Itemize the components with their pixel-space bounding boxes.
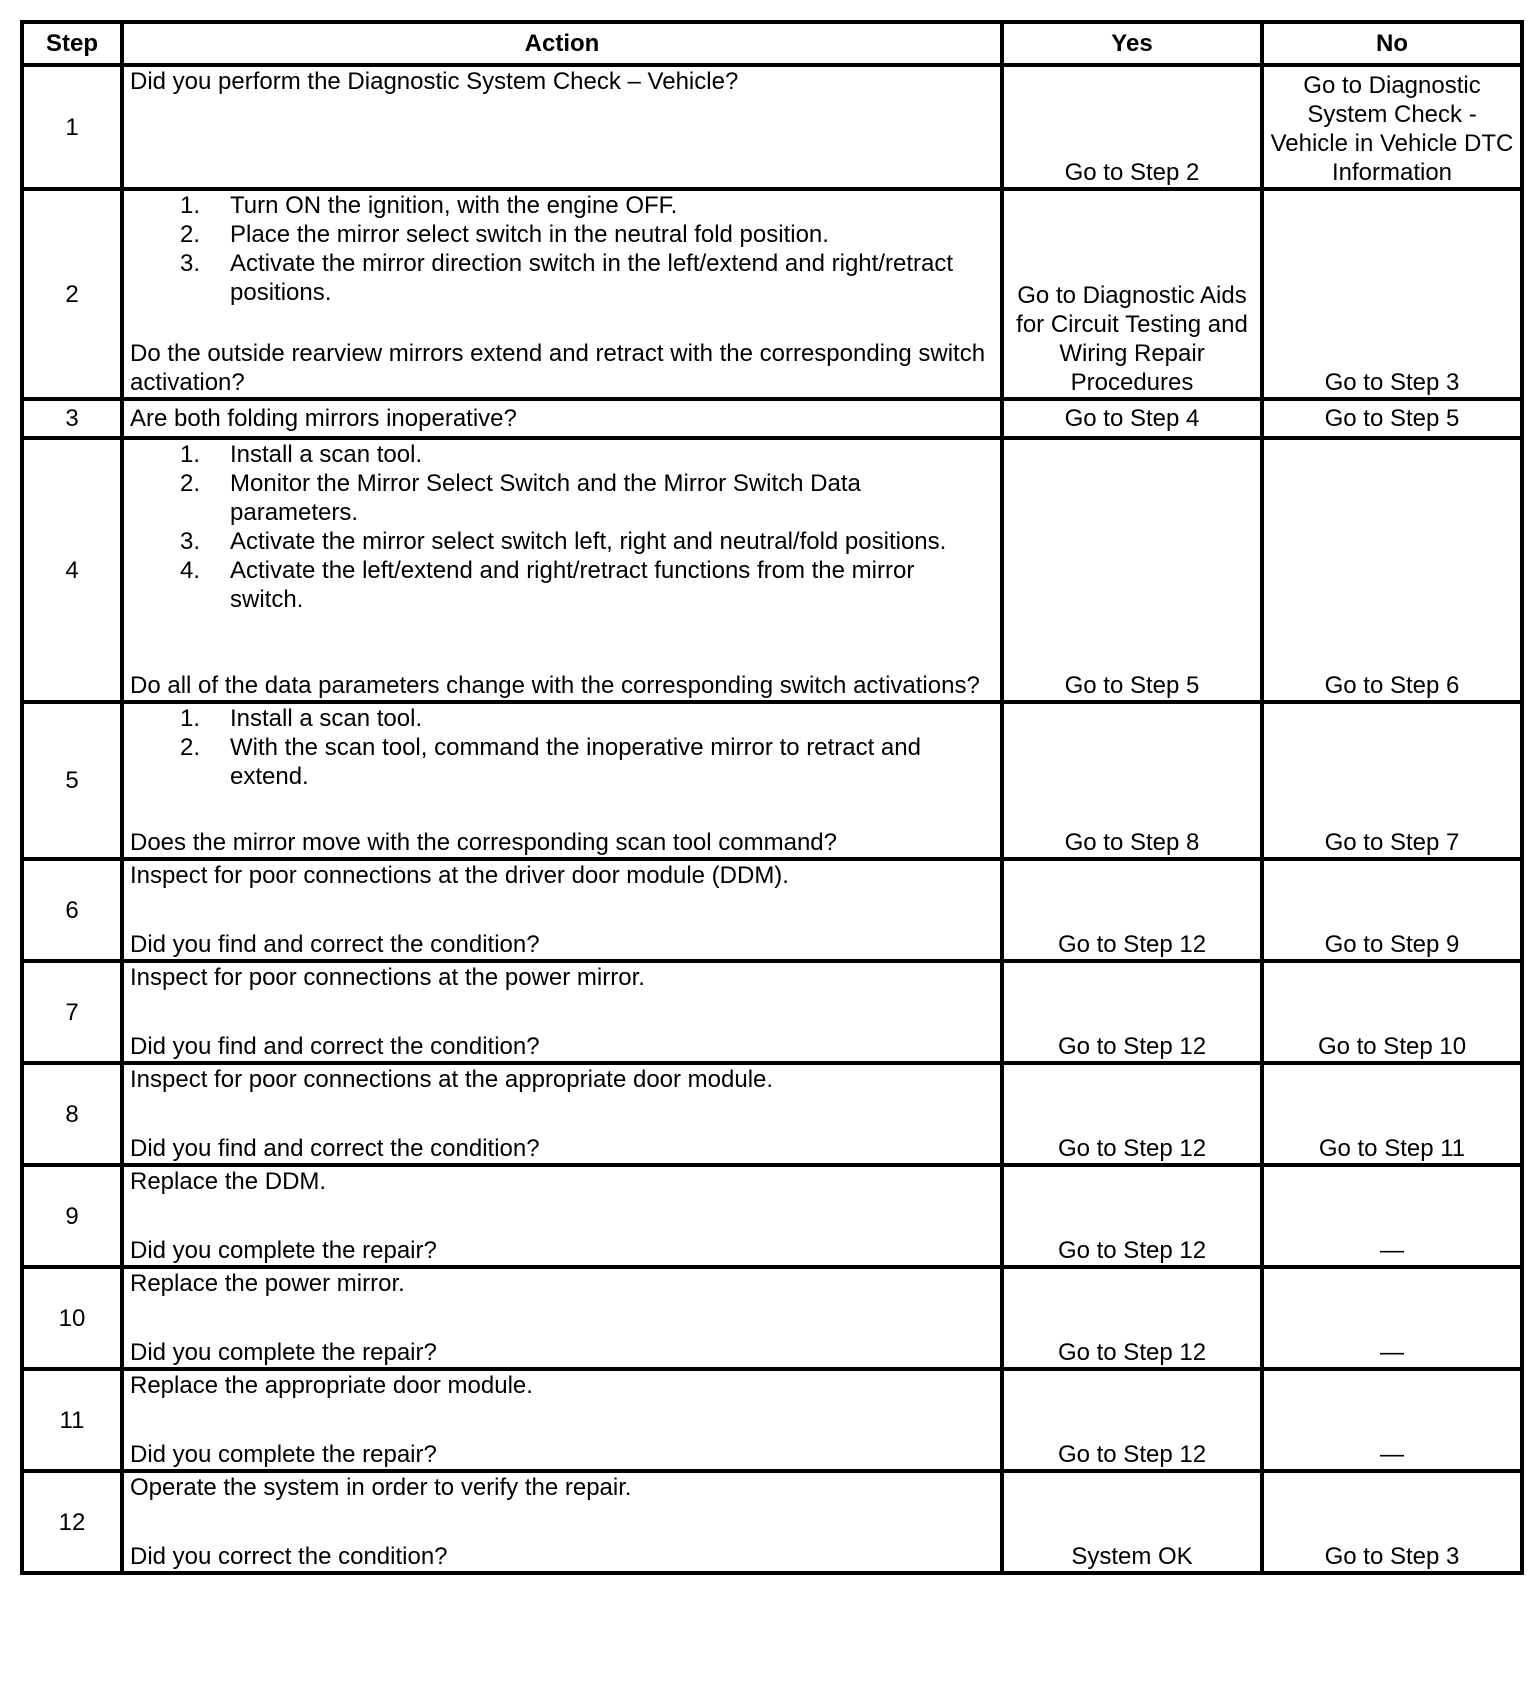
header-step: Step	[22, 22, 122, 65]
yes-cell: System OK	[1002, 1471, 1262, 1573]
list-item: 4. Activate the left/extend and right/retract functions from the mirror switch.	[180, 557, 915, 613]
no-cell: Go to Step 11	[1262, 1063, 1522, 1165]
header-action: Action	[122, 22, 1002, 65]
action-steps-list	[130, 704, 994, 791]
yes-cell: Go to Step 8	[1002, 702, 1262, 859]
action-cell	[122, 961, 1002, 1063]
list-item: 3. Activate the mirror direction switch in the left/extend and right/retract positions.	[180, 250, 953, 306]
action-question: Do the outside rearview mirrors extend and retract with the corresponding switch activation?	[130, 340, 986, 396]
header-row	[22, 22, 1522, 65]
step-number: 7	[22, 961, 122, 1063]
no-cell: —	[1262, 1165, 1522, 1267]
header-yes: Yes	[1002, 22, 1262, 65]
table-row	[22, 961, 1522, 1063]
action-instruction: Operate the system in order to verify the repair.	[130, 1474, 632, 1501]
no-cell: Go to Step 7	[1262, 702, 1522, 859]
no-cell: Go to Diagnostic System Check - Vehicle in Vehicle DTC Information	[1262, 65, 1522, 189]
step-number: 11	[22, 1369, 122, 1471]
action-cell	[122, 1369, 1002, 1471]
action-cell	[122, 1267, 1002, 1369]
action-instruction: Inspect for poor connections at the appropriate door module.	[130, 1066, 774, 1093]
action-cell	[122, 189, 1002, 399]
action-cell	[122, 1471, 1002, 1573]
yes-cell: Go to Step 12	[1002, 961, 1262, 1063]
action-steps-list	[130, 440, 994, 614]
step-number: 10	[22, 1267, 122, 1369]
step-number: 6	[22, 859, 122, 961]
step-number: 1	[22, 65, 122, 189]
action-cell	[122, 1063, 1002, 1165]
yes-cell: Go to Step 12	[1002, 1165, 1262, 1267]
action-question: Did you find and correct the condition?	[130, 931, 540, 958]
header-no: No	[1262, 22, 1522, 65]
action-instruction: Replace the power mirror.	[130, 1270, 405, 1297]
action-question: Does the mirror move with the corresponding scan tool command?	[130, 829, 837, 856]
action-steps-list	[130, 191, 994, 307]
no-cell: Go to Step 6	[1262, 438, 1522, 702]
list-item: 1. Turn ON the ignition, with the engine OFF.	[180, 192, 678, 219]
action-question: Did you correct the condition?	[130, 1543, 448, 1570]
step-number: 5	[22, 702, 122, 859]
step-number: 8	[22, 1063, 122, 1165]
yes-cell: Go to Step 2	[1002, 65, 1262, 189]
action-cell	[122, 399, 1002, 438]
action-instruction: Replace the DDM.	[130, 1168, 327, 1195]
yes-cell: Go to Step 5	[1002, 438, 1262, 702]
list-item: 2. With the scan tool, command the inoperative mirror to retract and extend.	[180, 734, 921, 790]
action-cell	[122, 702, 1002, 859]
action-cell	[122, 859, 1002, 961]
action-instruction: Replace the appropriate door module.	[130, 1372, 533, 1399]
table-row	[22, 702, 1522, 859]
yes-cell: Go to Step 12	[1002, 1063, 1262, 1165]
table-row	[22, 189, 1522, 399]
yes-cell: Go to Step 12	[1002, 859, 1262, 961]
action-instruction: Did you perform the Diagnostic System Check – Vehicle?	[130, 68, 739, 95]
step-number: 4	[22, 438, 122, 702]
list-item: 1. Install a scan tool.	[180, 441, 423, 468]
yes-cell: Go to Step 4	[1002, 399, 1262, 438]
table-row	[22, 65, 1522, 189]
step-number: 12	[22, 1471, 122, 1573]
table-row	[22, 1165, 1522, 1267]
action-instruction: Inspect for poor connections at the driver door module (DDM).	[130, 862, 789, 889]
table-row	[22, 1369, 1522, 1471]
no-cell: Go to Step 9	[1262, 859, 1522, 961]
table-row	[22, 438, 1522, 702]
action-question: Did you complete the repair?	[130, 1339, 437, 1366]
action-question: Did you complete the repair?	[130, 1441, 437, 1468]
list-item: 2. Place the mirror select switch in the neutral fold position.	[180, 221, 829, 248]
yes-cell: Go to Diagnostic Aids for Circuit Testing and Wiring Repair Procedures	[1002, 189, 1262, 399]
action-instruction: Inspect for poor connections at the power mirror.	[130, 964, 645, 991]
diagnostic-table	[20, 20, 1524, 1575]
table-row	[22, 1267, 1522, 1369]
action-cell	[122, 1165, 1002, 1267]
yes-cell: Go to Step 12	[1002, 1369, 1262, 1471]
no-cell: —	[1262, 1267, 1522, 1369]
table-row	[22, 399, 1522, 438]
action-question: Did you find and correct the condition?	[130, 1033, 540, 1060]
action-cell	[122, 438, 1002, 702]
yes-cell: Go to Step 12	[1002, 1267, 1262, 1369]
no-cell: Go to Step 3	[1262, 1471, 1522, 1573]
no-cell: —	[1262, 1369, 1522, 1471]
no-cell: Go to Step 10	[1262, 961, 1522, 1063]
table-body	[22, 65, 1522, 1573]
step-number: 2	[22, 189, 122, 399]
table-row	[22, 1471, 1522, 1573]
table-row	[22, 1063, 1522, 1165]
action-question: Do all of the data parameters change with the corresponding switch activations?	[130, 672, 980, 699]
list-item: 1. Install a scan tool.	[180, 705, 423, 732]
action-question: Did you complete the repair?	[130, 1237, 437, 1264]
step-number: 3	[22, 399, 122, 438]
action-question: Are both folding mirrors inoperative?	[130, 405, 517, 432]
action-cell	[122, 65, 1002, 189]
step-number: 9	[22, 1165, 122, 1267]
no-cell: Go to Step 3	[1262, 189, 1522, 399]
action-question: Did you find and correct the condition?	[130, 1135, 540, 1162]
list-item: 2. Monitor the Mirror Select Switch and the Mirror Switch Data parameters.	[180, 470, 861, 526]
table-row	[22, 859, 1522, 961]
no-cell: Go to Step 5	[1262, 399, 1522, 438]
list-item: 3. Activate the mirror select switch left, right and neutral/fold positions.	[180, 528, 947, 555]
